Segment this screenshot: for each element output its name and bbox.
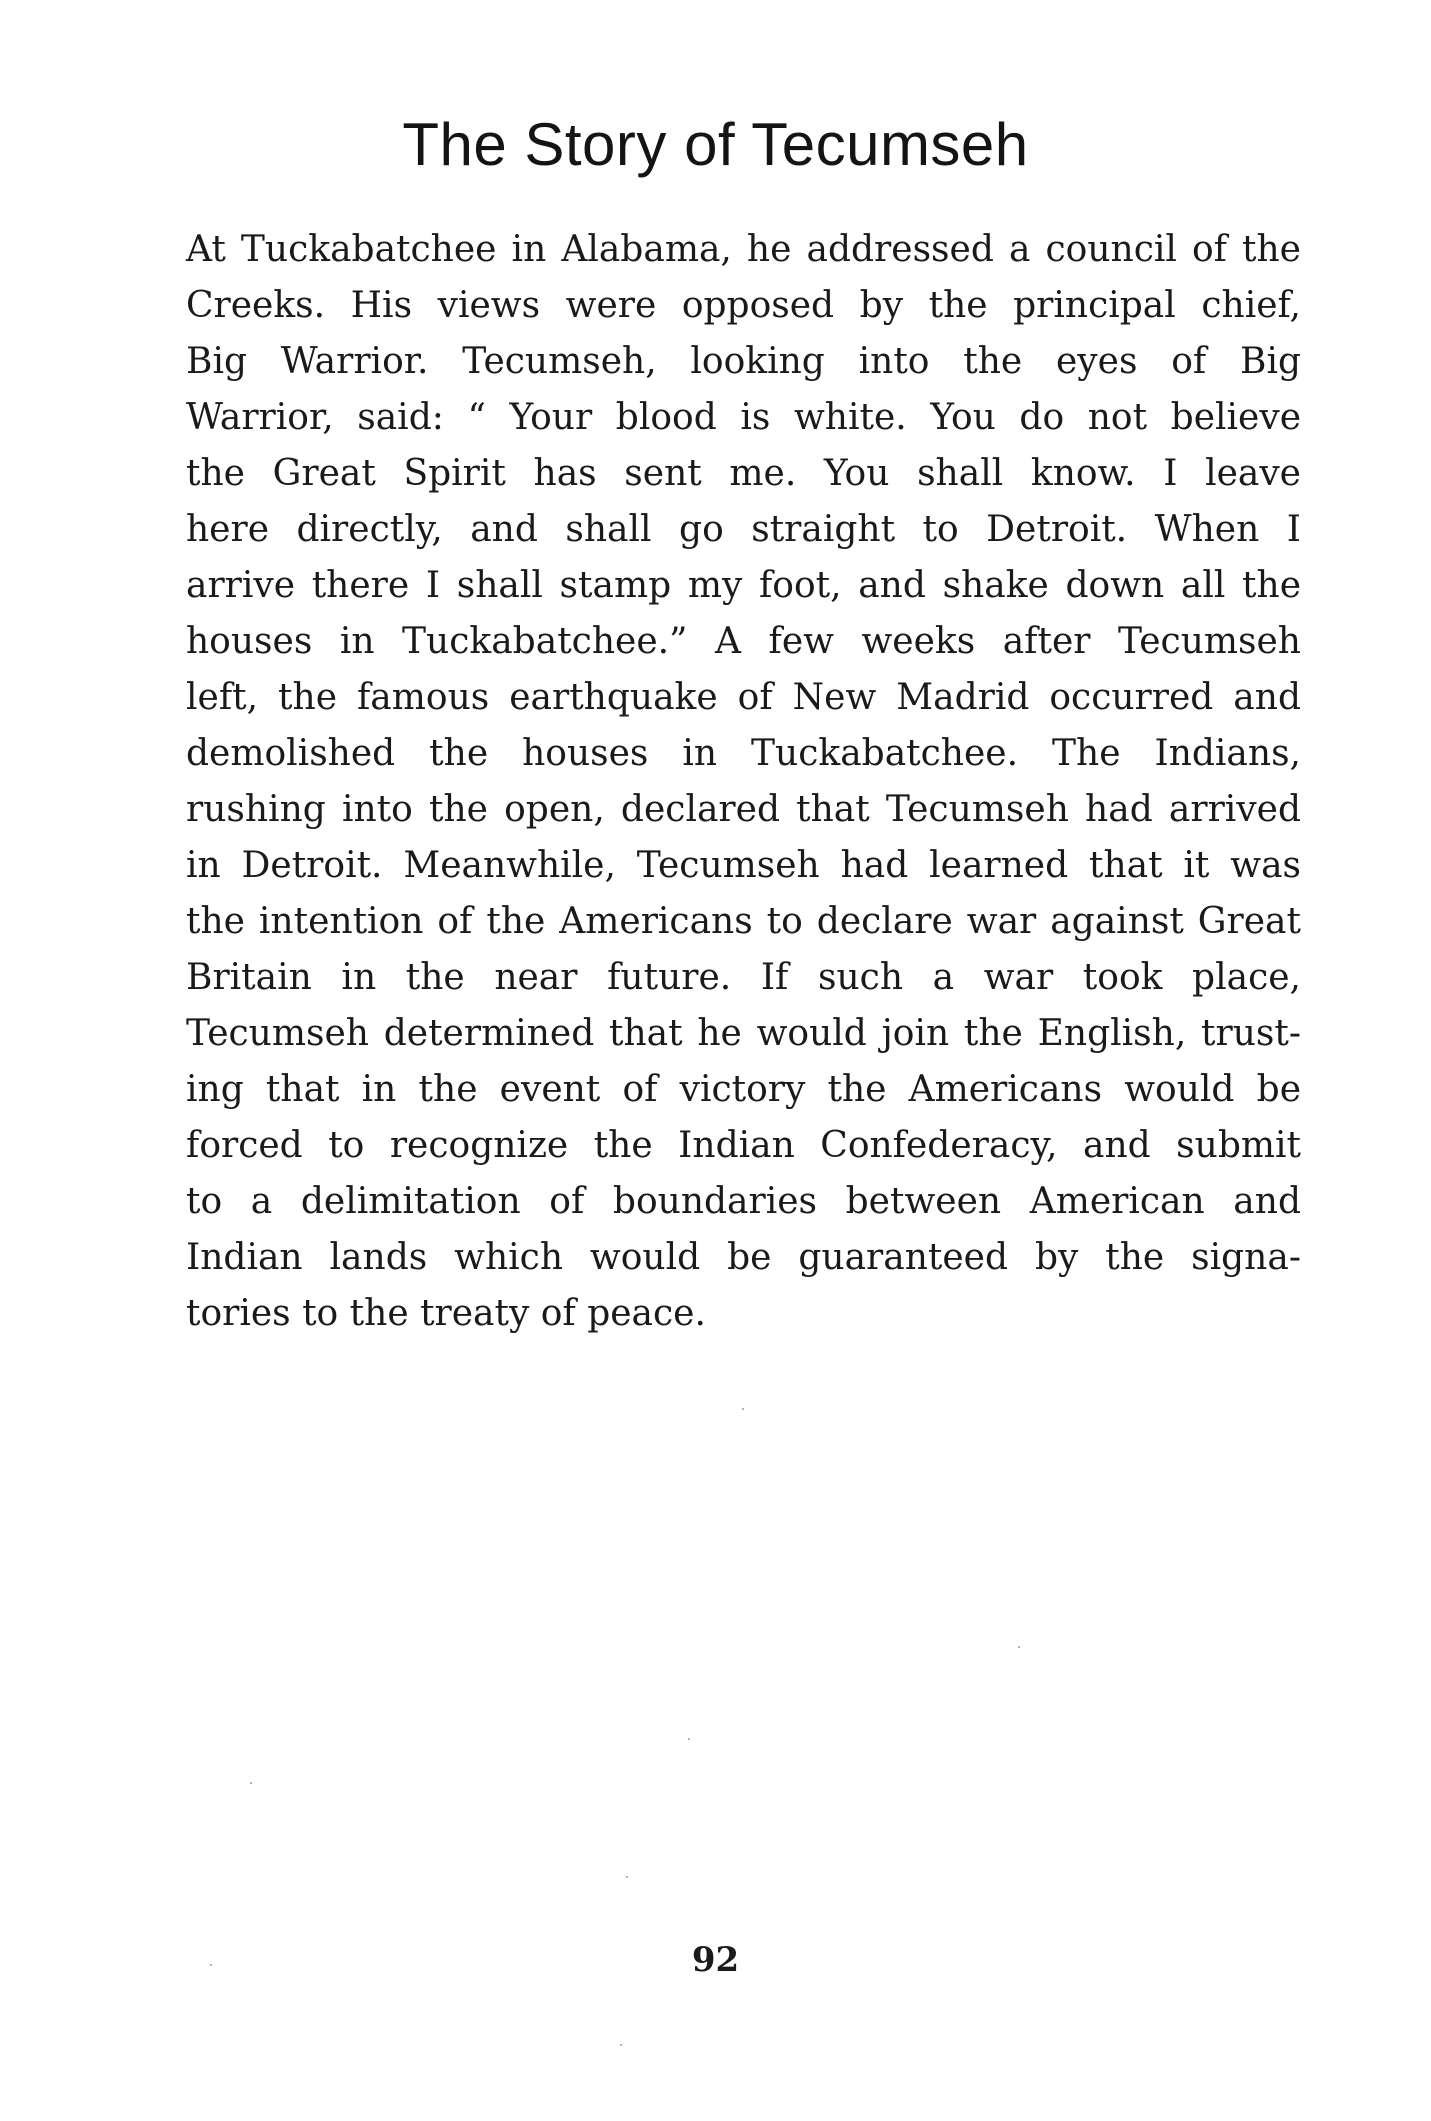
text-line: the Great Spirit has sent me. You shall know. I leave <box>186 453 1301 494</box>
text-line: forced to recognize the Indian Confederacy, and submit <box>186 1125 1301 1166</box>
text-line: the intention of the Americans to declare war against Great <box>186 901 1301 942</box>
text-line: ing that in the event of victory the Americans would be <box>186 1069 1301 1110</box>
text-line: Big Warrior. Tecumseh, looking into the eyes of Big <box>186 341 1301 382</box>
text-line: rushing into the open, declared that Tecumseh had arrived <box>186 789 1301 830</box>
body-text <box>186 222 1301 1342</box>
paper-speck <box>210 1964 212 1966</box>
text-line: arrive there I shall stamp my foot, and shake down all the <box>186 565 1301 606</box>
text-line: Warrior, said: “ Your blood is white. You do not believe <box>186 397 1301 438</box>
text-line: At Tuckabatchee in Alabama, he addressed a council of the <box>186 229 1301 270</box>
text-line: to a delimitation of boundaries between American and <box>186 1181 1301 1222</box>
paper-speck <box>620 2044 622 2046</box>
text-line: in Detroit. Meanwhile, Tecumseh had learned that it was <box>186 845 1301 886</box>
paper-speck <box>250 1782 252 1784</box>
text-line: tories to the treaty of peace. <box>186 1293 706 1334</box>
text-line: demolished the houses in Tuckabatchee. The Indians, <box>186 733 1301 774</box>
paper-speck <box>1018 1646 1020 1648</box>
paper-speck <box>626 1876 628 1878</box>
page-number: 92 <box>691 1940 740 1980</box>
text-line: here directly, and shall go straight to Detroit. When I <box>186 509 1301 550</box>
text-line: Creeks. His views were opposed by the principal chief, <box>186 285 1301 326</box>
text-line: Tecumseh determined that he would join the English, trust- <box>186 1013 1301 1054</box>
paper-speck <box>688 1738 690 1740</box>
text-line: Britain in the near future. If such a war took place, <box>186 957 1301 998</box>
text-line: Indian lands which would be guaranteed by the signa- <box>186 1237 1301 1278</box>
running-head: The Story of Tecumseh <box>402 111 1029 178</box>
text-line: left, the famous earthquake of New Madrid occurred and <box>186 677 1301 718</box>
text-line: houses in Tuckabatchee.” A few weeks after Tecumseh <box>186 621 1301 662</box>
paper-speck <box>742 1408 744 1410</box>
